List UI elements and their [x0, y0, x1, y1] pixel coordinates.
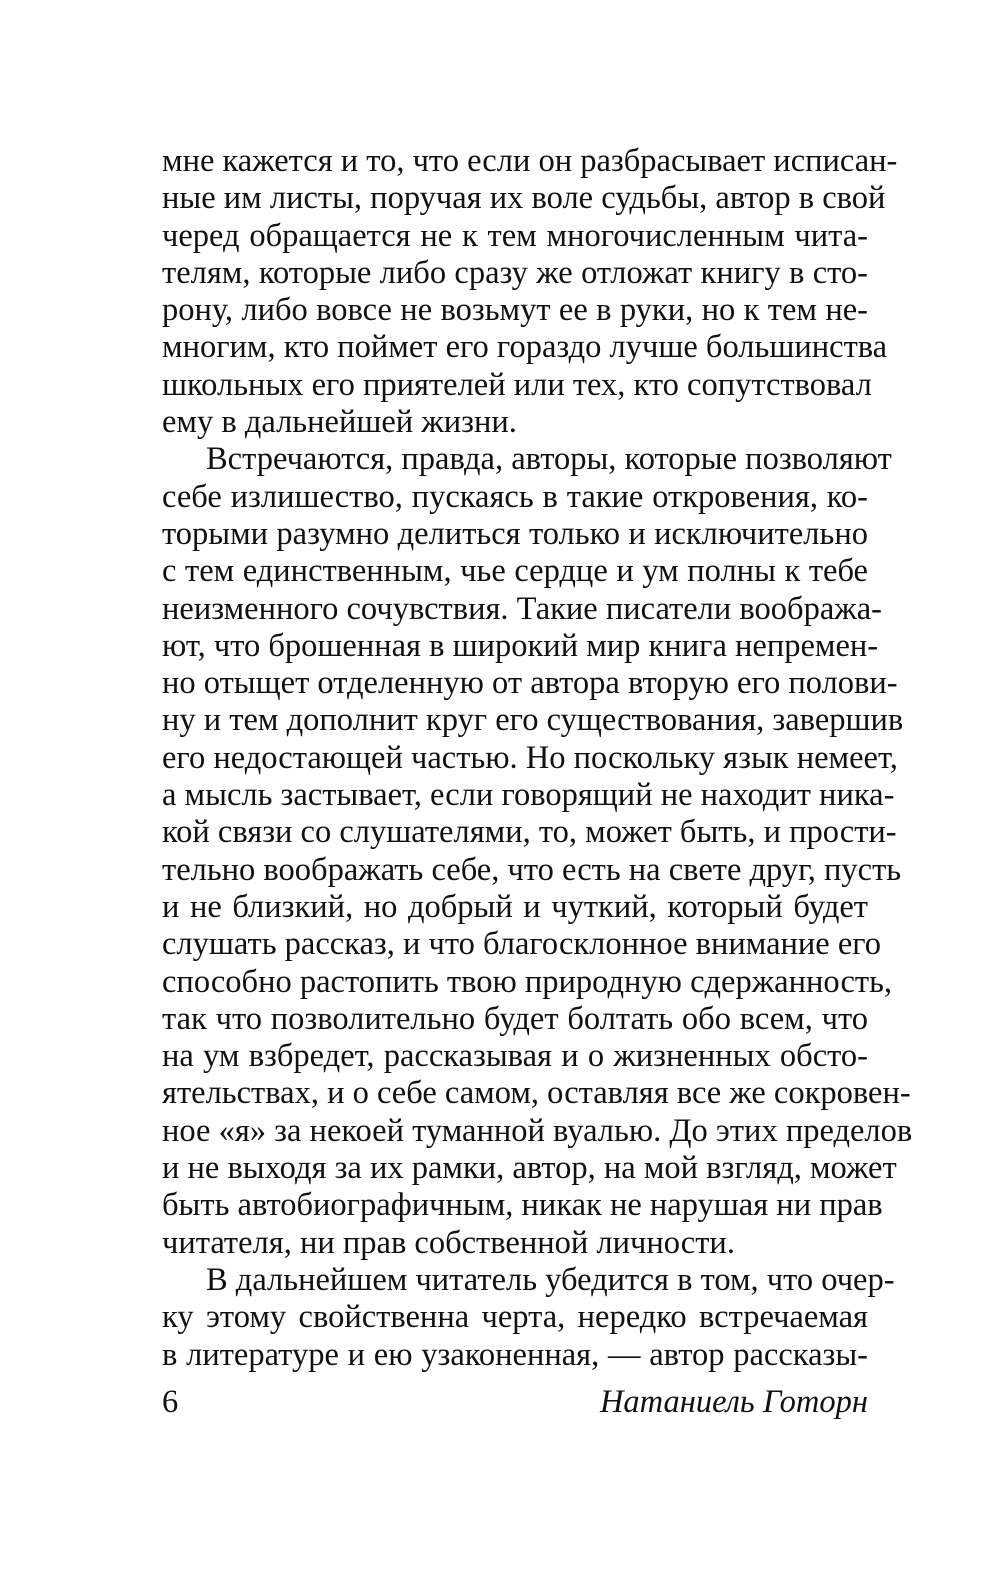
text-line: но отыщет отделенную от автора вторую его полови-	[162, 665, 898, 702]
text-line: телям, которые либо сразу же отложат книгу в сто-	[162, 254, 868, 291]
text-line: так что позволительно будет болтать обо всем, что	[162, 1000, 868, 1037]
page-number: 6	[162, 1384, 179, 1420]
text-line: кой связи со слушателями, то, может быть, и прости-	[162, 814, 897, 851]
text-line: быть автобиографичным, никак не нарушая ни прав	[162, 1187, 883, 1224]
page-footer	[162, 1384, 868, 1424]
text-line: с тем единственным, чье сердце и ум полны к тебе	[162, 553, 868, 590]
text-line: ну и тем дополнит круг его существования, завершив	[162, 702, 904, 739]
text-line: ют, что брошенная в широкий мир книга непремен-	[162, 627, 879, 664]
text-line: тельно воображать себе, что есть на свете друг, пусть	[162, 851, 902, 888]
text-line: мне кажется и то, что если он разбрасывает исписан-	[162, 143, 898, 179]
text-line: способно растопить твою природную сдержанность,	[162, 963, 893, 1000]
text-line: рону, либо вовсе не возьмут ее в руки, но к тем не-	[162, 292, 868, 329]
body-text	[162, 143, 913, 1374]
text-line: ему в дальнейшей жизни.	[162, 404, 517, 441]
text-line: ятельствах, и о себе самом, оставляя все же сокровен-	[162, 1075, 911, 1112]
text-line: В дальнейшем читатель убедится в том, что очер-	[206, 1261, 895, 1298]
text-line: его недостающей частью. Но поскольку язык немеет,	[162, 739, 898, 776]
text-line: черед обращается не к тем многочисленным чита-	[162, 217, 868, 254]
text-line: на ум взбредет, рассказывая и о жизненных обсто-	[162, 1038, 868, 1075]
text-line: в литературе и ею узаконенная, — автор рассказы-	[162, 1336, 868, 1373]
text-line: школьных его приятелей или тех, кто сопутствовал	[162, 366, 872, 403]
text-line: неизменного сочувствия. Такие писатели вообража-	[162, 590, 882, 627]
text-line: многим, кто поймет его гораздо лучше большинства	[162, 329, 888, 366]
text-line: Встречаются, правда, авторы, которые позволяют	[206, 441, 892, 478]
text-line: читателя, ни прав собственной личности.	[162, 1224, 735, 1261]
text-line: ку этому свойственна черта, нередко встречаемая	[162, 1299, 868, 1336]
text-line: и не близкий, но добрый и чуткий, который будет	[162, 888, 868, 925]
running-author: Натаниель Готорн	[599, 1384, 868, 1420]
text-line: торыми разумно делиться только и исключительно	[162, 515, 868, 552]
text-line: слушать рассказ, и что благосклонное внимание его	[162, 926, 882, 963]
text-line: а мысль застывает, если говорящий не находит ника-	[162, 777, 895, 814]
text-line: ное «я» за некоей туманной вуалью. До этих пределов	[162, 1112, 913, 1149]
text-line: и не выходя за их рамки, автор, на мой взгляд, может	[162, 1150, 897, 1187]
text-line: ные им листы, поручая их воле судьбы, автор в свой	[162, 180, 886, 217]
text-line: себе излишество, пускаясь в такие откровения, ко-	[162, 478, 868, 515]
